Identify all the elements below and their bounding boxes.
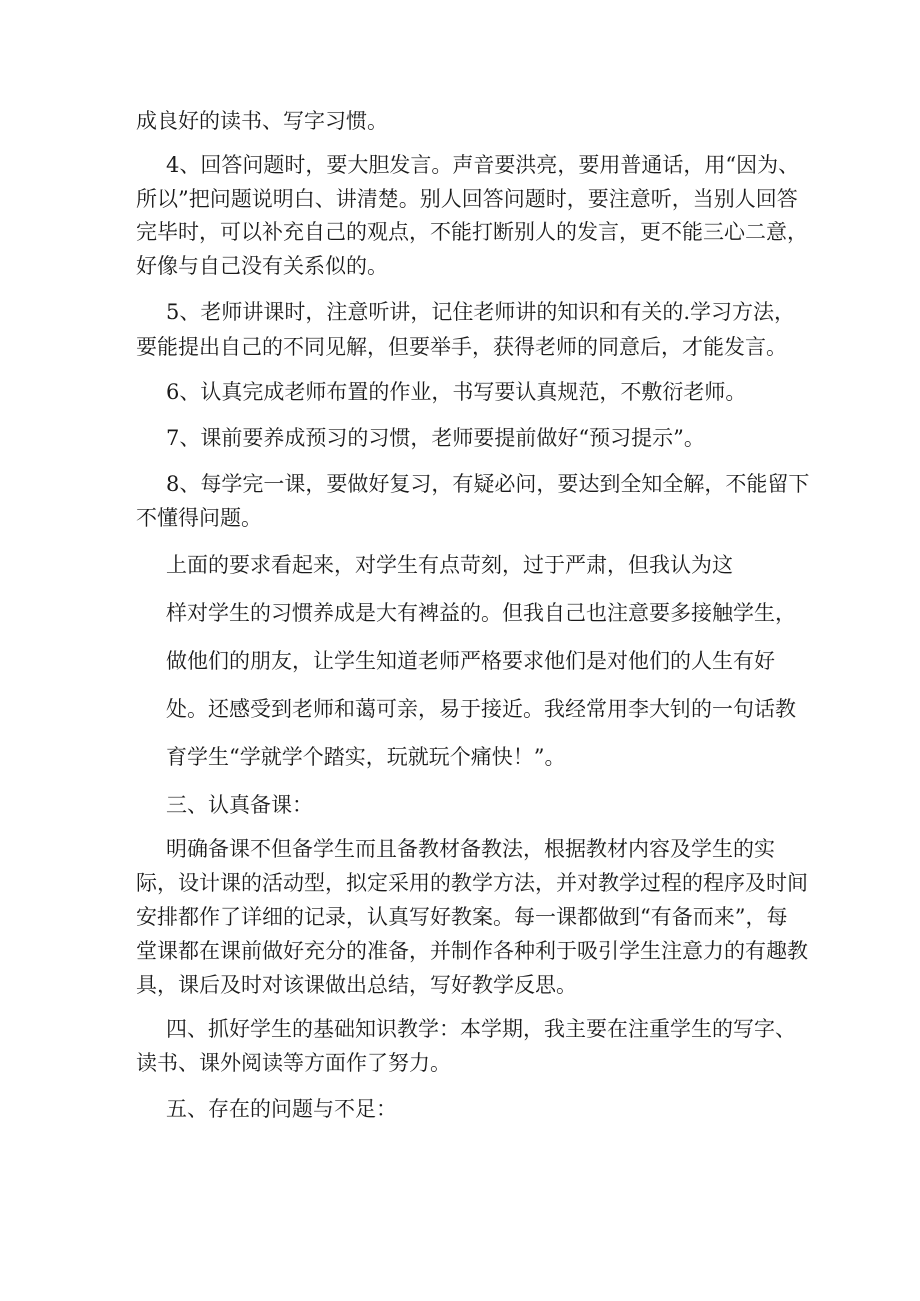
text-line: 际，设计课的活动型，拟定采用的教学方法，并对教学过程的程序及时间 [136,871,808,895]
text-line: 完毕时，可以补充自己的观点，不能打断别人的发言，更不能三心二意， [136,220,808,244]
text-line: 要能提出自己的不同见解，但要举手，获得老师的同意后，才能发言。 [136,335,787,359]
text-line: 堂课都在课前做好充分的准备，并制作各种利于吸引学生注意力的有趣教 [136,939,808,963]
text-line: 安排都作了详细的记录，认真写好教案。每一课都做到“有备而来”，每 [136,905,788,929]
section-heading: 三、认真备课： [166,793,313,817]
text-line: 做他们的朋友，让学生知道老师严格要求他们是对他们的人生有好 [166,649,775,673]
text-line: 6、认真完成老师布置的作业，书写要认真规范，不敷衍老师。 [166,380,747,404]
text-line: 4、回答问题时，要大胆发言。声音要洪亮，要用普通话，用“因为、 [166,153,800,177]
text-line: 处。还感受到老师和蔼可亲，易于接近。我经常用李大钊的一句话教 [166,697,796,721]
section-heading: 四、抓好学生的基础知识教学：本学期，我主要在注重学生的写字、 [166,1017,796,1041]
text-line: 8、每学完一课，要做好复习，有疑必问，要达到全知全解，不能留下 [166,472,810,496]
text-line: 不懂得问题。 [136,506,262,530]
text-line: 上面的要求看起来，对学生有点苛刻，过于严肃，但我认为这 [166,553,733,577]
text-line: 明确备课不但备学生而且备教材备教法，根据教材内容及学生的实 [166,837,775,861]
text-line: 好像与自己没有关系似的。 [136,254,388,278]
text-line: 读书、课外阅读等方面作了努力。 [136,1051,451,1075]
text-line: 7、课前要养成预习的习惯，老师要提前做好“预习提示”。 [166,426,705,450]
text-line: 具，课后及时对该课做出总结，写好教学反思。 [136,973,577,997]
text-line: 所以”把问题说明白、讲清楚。别人回答问题时，要注意听，当别人回答 [136,187,798,211]
text-line: 5、老师讲课时，注意听讲，记住老师讲的知识和有关的.学习方法， [166,300,796,324]
text-line: 样对学生的习惯养成是大有裨益的。但我自己也注意要多接触学生， [166,601,796,625]
text-line: 成良好的读书、写字习惯。 [136,109,388,133]
text-line: 育学生“学就学个踏实，玩就玩个痛快！”。 [166,745,566,769]
section-heading: 五、存在的问题与不足： [166,1097,397,1121]
